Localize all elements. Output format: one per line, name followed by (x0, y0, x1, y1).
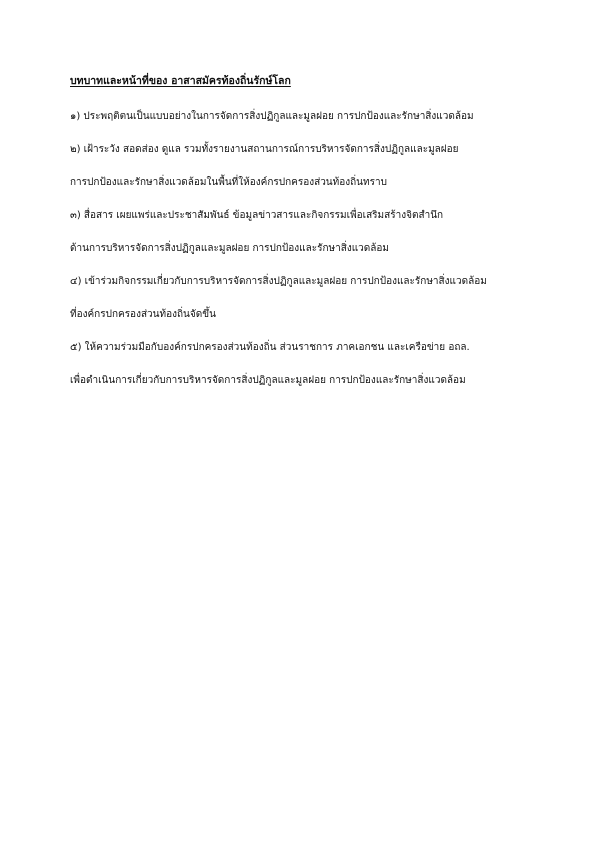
item-4-line-2: ที่องค์กรปกครองส่วนท้องถิ่นจัดขึ้น (70, 309, 216, 320)
item-3-line-1: ๓) สื่อสาร เผยแพร่และประชาสัมพันธ์ ข้อมูลข่าวสารและกิจกรรมเพื่อเสริมสร้างจิตสำนึก (70, 210, 444, 221)
item-5-line-2: เพื่อดำเนินการเกี่ยวกับการบริหารจัดการสิ่งปฏิกูลและมูลฝอย การปกป้องและรักษาสิ่งแวดล้อม (70, 375, 466, 386)
document-title: บทบาทและหน้าที่ของ อาสาสมัครท้องถิ่นรักษ์โลก (70, 75, 291, 87)
item-2-line-1: ๒) เฝ้าระวัง สอดส่อง ดูแล รวมทั้งรายงานสถานการณ์การบริหารจัดการสิ่งปฏิกูลและมูลฝอย (70, 144, 459, 155)
item-5-line-1: ๕) ให้ความร่วมมือกับองค์กรปกครองส่วนท้องถิ่น ส่วนราชการ ภาคเอกชน และเครือข่าย อถล. (70, 342, 470, 353)
item-1-line-1: ๑) ประพฤติตนเป็นแบบอย่างในการจัดการสิ่งปฏิกูลและมูลฝอย การปกป้องและรักษาสิ่งแวดล้อม (70, 111, 474, 122)
item-2-line-2: การปกป้องและรักษาสิ่งแวดล้อมในพื้นที่ให้องค์กรปกครองส่วนท้องถิ่นทราบ (70, 177, 387, 188)
item-3-line-2: ด้านการบริหารจัดการสิ่งปฏิกูลและมูลฝอย การปกป้องและรักษาสิ่งแวดล้อม (70, 243, 389, 254)
document-content (70, 74, 570, 388)
item-4-line-1: ๔) เข้าร่วมกิจกรรมเกี่ยวกับการบริหารจัดการสิ่งปฏิกูลและมูลฝอย การปกป้องและรักษาสิ่งแวดล้อม (70, 276, 487, 287)
